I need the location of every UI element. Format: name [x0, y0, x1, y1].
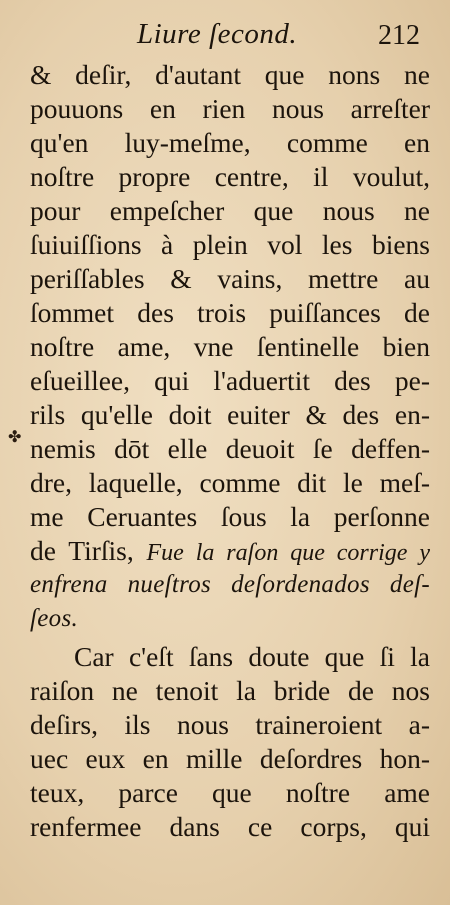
roman-text: de Tirſis, [30, 535, 147, 566]
italic-quotation: Fue la raſon que corrige y [146, 540, 430, 566]
running-title: Liure ſecond. [137, 18, 298, 50]
text-line-with-quotation [30, 534, 430, 568]
text-line: noſtre propre centre, il voulut, [30, 161, 430, 192]
text-line: dre, laquelle, comme dit le meſ- [30, 467, 430, 498]
italic-quotation-line: enfrena nueſtros deſordenados deſ- [30, 571, 430, 598]
text-line: eſueillee, qui l'aduertit des pe- [30, 365, 430, 396]
text-line: renfermee dans ce corps, qui [30, 811, 430, 842]
body-text [30, 58, 430, 844]
margin-pointer-icon: ✤ [8, 427, 22, 446]
text-line: ſommet des trois puiſſances de [30, 297, 430, 328]
text-line: qu'en luy-meſme, comme en [30, 127, 430, 158]
text-line: periſſables & vains, mettre au [30, 263, 430, 294]
paragraph-first-line: Car c'eſt ſans doute que ſi la [74, 641, 430, 672]
italic-quotation-line: ſeos. [30, 605, 79, 632]
text-line: rils qu'elle doit euiter & des en- [30, 399, 430, 430]
text-line: me Ceruantes ſous la perſonne [30, 501, 430, 532]
text-line: noſtre ame, vne ſentinelle bien [30, 331, 430, 362]
text-line: uec eux en mille deſordres hon- [30, 743, 430, 774]
text-line: & deſir, d'autant que nons ne [30, 59, 430, 90]
page-number: 212 [378, 20, 420, 51]
text-line: raiſon ne tenoit la bride de nos [30, 675, 430, 706]
text-line: deſirs, ils nous traineroient a- [30, 709, 430, 740]
page-header [0, 14, 450, 54]
text-line: pour empeſcher que nous ne [30, 195, 430, 226]
text-line: nemis dōt elle deuoit ſe deffen- [30, 433, 430, 464]
text-line: pouuons en rien nous arreſter [30, 93, 430, 124]
text-line: ſuiuiſſions à plein vol les biens [30, 229, 430, 260]
text-line: teux, parce que noſtre ame [30, 777, 430, 808]
